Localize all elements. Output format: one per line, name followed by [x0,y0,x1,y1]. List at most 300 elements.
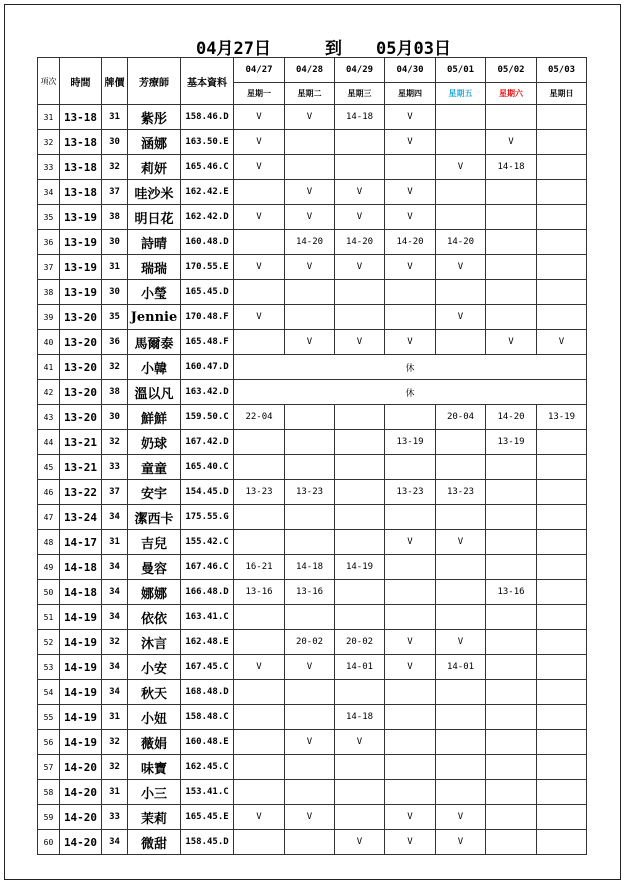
schedule-cell: V [285,655,335,680]
schedule-cell [436,680,486,705]
schedule-cell: V [385,655,436,680]
schedule-cell: 20-04 [436,405,486,430]
row-therapist-name: 瑞瑞 [128,255,181,280]
schedule-cell [537,205,587,230]
schedule-cell [285,530,335,555]
schedule-cell [335,755,385,780]
schedule-cell: V [385,105,436,130]
schedule-cell: V [385,805,436,830]
schedule-cell [436,755,486,780]
row-time: 13-20 [60,405,102,430]
row-rest-note: 休 [234,355,587,380]
table-row [38,430,587,455]
row-time: 14-19 [60,605,102,630]
schedule-cell [537,705,587,730]
schedule-cell [436,605,486,630]
schedule-cell: 14-01 [436,655,486,680]
header-info: 基本資料 [181,58,234,105]
schedule-cell [537,105,587,130]
schedule-cell [335,580,385,605]
schedule-cell [537,605,587,630]
row-price: 34 [102,555,128,580]
row-basic-info: 165.40.C [181,455,234,480]
schedule-cell [537,780,587,805]
schedule-cell: V [335,255,385,280]
row-therapist-name: 吉兒 [128,530,181,555]
schedule-cell [335,680,385,705]
row-basic-info: 162.48.E [181,630,234,655]
schedule-cell [335,280,385,305]
schedule-cell [234,705,285,730]
row-basic-info: 163.41.C [181,605,234,630]
schedule-cell [234,680,285,705]
row-price: 38 [102,380,128,405]
schedule-cell: 20-02 [335,630,385,655]
row-time: 13-18 [60,180,102,205]
table-row [38,780,587,805]
schedule-cell [486,255,537,280]
table-row [38,705,587,730]
table-row [38,180,587,205]
row-therapist-name: 薇娟 [128,730,181,755]
schedule-cell [537,430,587,455]
row-time: 14-19 [60,705,102,730]
schedule-cell [285,755,335,780]
row-time: 13-18 [60,105,102,130]
row-time: 14-19 [60,680,102,705]
schedule-cell [486,605,537,630]
table-row [38,255,587,280]
row-seq: 53 [38,655,60,680]
schedule-cell [436,180,486,205]
schedule-cell: 14-20 [385,230,436,255]
row-seq: 49 [38,555,60,580]
schedule-cell: V [436,830,486,855]
row-seq: 59 [38,805,60,830]
row-seq: 35 [38,205,60,230]
row-basic-info: 162.42.E [181,180,234,205]
row-basic-info: 158.46.D [181,105,234,130]
row-therapist-name: 微甜 [128,830,181,855]
schedule-cell [486,655,537,680]
schedule-cell: V [335,330,385,355]
header-therapist: 芳療師 [128,58,181,105]
row-basic-info: 170.55.E [181,255,234,280]
schedule-cell [285,305,335,330]
row-therapist-name: 莉妍 [128,155,181,180]
schedule-cell: V [335,730,385,755]
schedule-cell: V [486,130,537,155]
table-row [38,105,587,130]
schedule-cell: 13-19 [537,405,587,430]
row-basic-info: 165.48.F [181,330,234,355]
row-therapist-name: 溫以凡 [128,380,181,405]
row-time: 13-18 [60,130,102,155]
schedule-cell: V [285,330,335,355]
table-row [38,805,587,830]
schedule-cell [486,305,537,330]
schedule-cell: V [285,730,335,755]
row-price: 31 [102,705,128,730]
row-price: 30 [102,405,128,430]
schedule-cell [234,830,285,855]
schedule-cell [285,455,335,480]
schedule-cell: 13-16 [285,580,335,605]
schedule-cell: 13-23 [285,480,335,505]
schedule-cell: V [234,130,285,155]
row-price: 30 [102,130,128,155]
row-seq: 44 [38,430,60,455]
schedule-cell [486,755,537,780]
schedule-cell [385,580,436,605]
schedule-cell [537,130,587,155]
schedule-cell [285,780,335,805]
row-basic-info: 162.42.D [181,205,234,230]
row-time: 13-19 [60,230,102,255]
row-therapist-name: 小瑩 [128,280,181,305]
schedule-cell [436,105,486,130]
row-price: 31 [102,530,128,555]
schedule-cell [234,730,285,755]
table-row [38,205,587,230]
row-seq: 37 [38,255,60,280]
row-seq: 33 [38,155,60,180]
row-therapist-name: Jennie [128,305,181,330]
row-therapist-name: 曼容 [128,555,181,580]
table-row [38,230,587,255]
schedule-cell [234,330,285,355]
schedule-cell [436,580,486,605]
row-basic-info: 167.45.C [181,655,234,680]
row-therapist-name: 娜娜 [128,580,181,605]
table-row [38,330,587,355]
row-therapist-name: 馬爾泰 [128,330,181,355]
schedule-cell: 14-18 [285,555,335,580]
schedule-cell: V [436,530,486,555]
row-seq: 41 [38,355,60,380]
schedule-cell [486,680,537,705]
table-row [38,280,587,305]
row-time: 13-19 [60,280,102,305]
schedule-cell: V [285,180,335,205]
schedule-cell [486,805,537,830]
table-row [38,580,587,605]
schedule-cell [537,280,587,305]
schedule-cell [385,280,436,305]
schedule-cell: V [335,180,385,205]
schedule-cell: V [234,305,285,330]
schedule-cell [537,455,587,480]
schedule-cell [385,755,436,780]
table-row [38,555,587,580]
schedule-cell: 13-16 [234,580,285,605]
header-date: 05/01 [436,58,486,83]
title-start-date: 04月27日 [196,39,271,59]
schedule-cell: V [486,330,537,355]
row-seq: 57 [38,755,60,780]
row-basic-info: 165.45.E [181,805,234,830]
row-price: 37 [102,480,128,505]
table-row [38,480,587,505]
row-price: 32 [102,755,128,780]
table-row [38,305,587,330]
schedule-cell [385,705,436,730]
row-time: 14-20 [60,780,102,805]
row-price: 33 [102,805,128,830]
row-basic-info: 170.48.F [181,305,234,330]
row-price: 37 [102,180,128,205]
row-price: 32 [102,430,128,455]
schedule-cell: V [436,255,486,280]
schedule-cell [486,530,537,555]
schedule-cell: 14-18 [335,705,385,730]
schedule-cell [385,680,436,705]
schedule-cell [234,430,285,455]
schedule-cell [285,155,335,180]
header-price: 牌價 [102,58,128,105]
row-price: 34 [102,605,128,630]
row-price: 34 [102,655,128,680]
schedule-cell: V [285,255,335,280]
row-time: 13-20 [60,330,102,355]
schedule-cell [385,780,436,805]
row-basic-info: 167.42.D [181,430,234,455]
schedule-cell [486,705,537,730]
row-therapist-name: 明日花 [128,205,181,230]
row-time: 14-20 [60,830,102,855]
row-seq: 54 [38,680,60,705]
row-therapist-name: 童童 [128,455,181,480]
row-time: 13-22 [60,480,102,505]
schedule-cell: V [436,805,486,830]
table-row [38,830,587,855]
schedule-cell [335,430,385,455]
schedule-cell [335,805,385,830]
row-rest-note: 休 [234,380,587,405]
row-therapist-name: 依依 [128,605,181,630]
row-seq: 40 [38,330,60,355]
schedule-cell [537,730,587,755]
row-time: 14-20 [60,755,102,780]
schedule-cell [285,405,335,430]
schedule-cell [436,780,486,805]
schedule-cell [234,280,285,305]
schedule-cell: 13-16 [486,580,537,605]
row-time: 14-18 [60,555,102,580]
table-row [38,605,587,630]
schedule-cell [234,455,285,480]
schedule-cell [537,480,587,505]
schedule-cell: 14-20 [335,230,385,255]
schedule-cell: V [436,305,486,330]
row-basic-info: 153.41.C [181,780,234,805]
header-weekday: 星期三 [335,83,385,105]
row-basic-info: 175.55.G [181,505,234,530]
row-basic-info: 167.46.C [181,555,234,580]
schedule-cell [486,280,537,305]
schedule-cell [486,780,537,805]
schedule-cell [285,505,335,530]
row-seq: 42 [38,380,60,405]
row-basic-info: 162.45.C [181,755,234,780]
header-date: 04/29 [335,58,385,83]
schedule-cell [234,505,285,530]
row-price: 33 [102,455,128,480]
row-time: 14-19 [60,730,102,755]
schedule-cell: V [385,630,436,655]
row-seq: 51 [38,605,60,630]
schedule-cell [486,230,537,255]
schedule-cell [285,430,335,455]
schedule-cell [486,480,537,505]
schedule-cell [385,305,436,330]
schedule-cell [234,230,285,255]
row-basic-info: 166.48.D [181,580,234,605]
row-seq: 48 [38,530,60,555]
schedule-cell: 22-04 [234,405,285,430]
row-price: 31 [102,255,128,280]
row-basic-info: 159.50.C [181,405,234,430]
schedule-cell [234,530,285,555]
row-therapist-name: 詩晴 [128,230,181,255]
row-basic-info: 163.50.E [181,130,234,155]
schedule-cell: 13-19 [486,430,537,455]
row-basic-info: 165.45.D [181,280,234,305]
schedule-cell: V [385,830,436,855]
schedule-cell: 14-20 [436,230,486,255]
row-seq: 45 [38,455,60,480]
schedule-body [38,105,587,855]
schedule-cell [537,655,587,680]
schedule-cell [234,180,285,205]
schedule-cell [385,405,436,430]
schedule-cell [436,730,486,755]
row-price: 30 [102,230,128,255]
header-date: 04/30 [385,58,436,83]
header-weekday: 星期四 [385,83,436,105]
row-therapist-name: 小三 [128,780,181,805]
row-therapist-name: 潔西卡 [128,505,181,530]
row-basic-info: 155.42.C [181,530,234,555]
schedule-cell [285,680,335,705]
row-price: 34 [102,680,128,705]
schedule-cell [335,530,385,555]
schedule-cell: 14-18 [335,105,385,130]
row-price: 35 [102,305,128,330]
schedule-cell [537,255,587,280]
row-therapist-name: 小妞 [128,705,181,730]
row-time: 13-20 [60,380,102,405]
row-therapist-name: 涵娜 [128,130,181,155]
schedule-cell: V [385,205,436,230]
row-seq: 58 [38,780,60,805]
row-therapist-name: 味寶 [128,755,181,780]
schedule-cell [285,130,335,155]
table-row [38,730,587,755]
row-price: 38 [102,205,128,230]
schedule-cell [537,505,587,530]
schedule-cell [537,305,587,330]
schedule-cell [285,705,335,730]
schedule-cell: V [385,130,436,155]
schedule-cell [285,830,335,855]
schedule-cell [537,230,587,255]
schedule-cell: V [385,330,436,355]
table-row [38,455,587,480]
table-row [38,130,587,155]
row-therapist-name: 安宇 [128,480,181,505]
schedule-cell [537,530,587,555]
row-basic-info: 158.45.D [181,830,234,855]
schedule-cell: 13-19 [385,430,436,455]
schedule-cell: V [234,655,285,680]
row-seq: 46 [38,480,60,505]
table-row [38,380,587,405]
row-seq: 43 [38,405,60,430]
schedule-cell [436,430,486,455]
schedule-cell [486,105,537,130]
schedule-cell: 16-21 [234,555,285,580]
row-time: 14-20 [60,805,102,830]
table-row [38,530,587,555]
row-seq: 52 [38,630,60,655]
schedule-cell [486,180,537,205]
schedule-cell [537,755,587,780]
schedule-cell [486,205,537,230]
header-date: 05/03 [537,58,587,83]
schedule-cell: V [234,105,285,130]
row-price: 32 [102,730,128,755]
row-price: 32 [102,355,128,380]
schedule-cell: V [234,255,285,280]
schedule-cell: V [234,155,285,180]
row-time: 14-19 [60,630,102,655]
schedule-cell: V [385,180,436,205]
row-seq: 34 [38,180,60,205]
schedule-cell [436,705,486,730]
schedule-cell: 14-19 [335,555,385,580]
row-time: 13-18 [60,155,102,180]
schedule-cell [537,630,587,655]
row-time: 13-24 [60,505,102,530]
row-price: 32 [102,630,128,655]
table-row [38,630,587,655]
table-row [38,155,587,180]
row-basic-info: 160.48.E [181,730,234,755]
schedule-cell: V [385,255,436,280]
row-time: 13-21 [60,430,102,455]
row-seq: 60 [38,830,60,855]
schedule-title [0,34,628,59]
header-weekday: 星期一 [234,83,285,105]
row-basic-info: 154.45.D [181,480,234,505]
schedule-cell [436,555,486,580]
row-basic-info: 165.46.C [181,155,234,180]
schedule-cell [234,780,285,805]
table-row [38,355,587,380]
schedule-cell [537,805,587,830]
row-therapist-name: 茉莉 [128,805,181,830]
schedule-table [37,57,587,855]
schedule-cell [285,605,335,630]
header-date: 04/27 [234,58,285,83]
row-basic-info: 160.47.D [181,355,234,380]
row-basic-info: 168.48.D [181,680,234,705]
row-price: 31 [102,105,128,130]
header-time: 時間 [60,58,102,105]
schedule-cell [335,480,385,505]
schedule-cell [436,330,486,355]
